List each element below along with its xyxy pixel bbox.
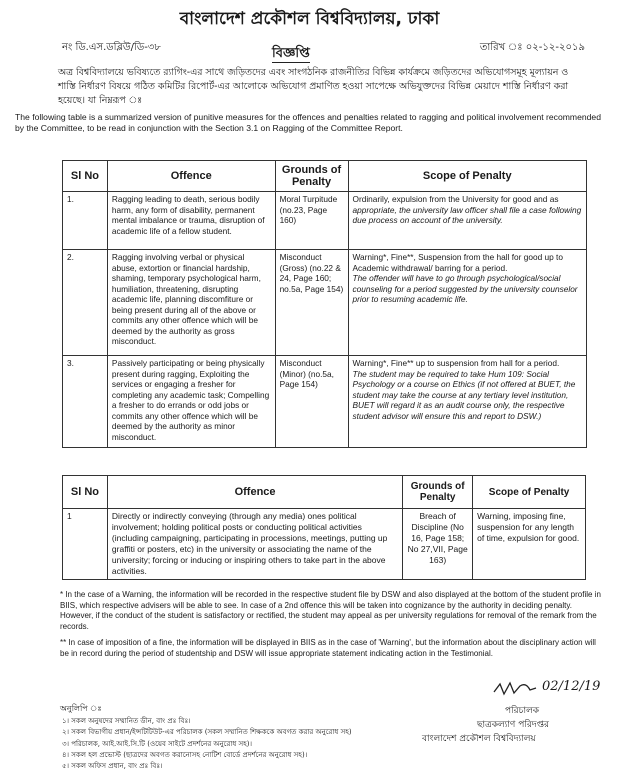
list-item: ২। সকল বিভাগীয় প্রধান/ইন্সটিটিউট-এর পরিচালক (সকল সম্মানিত শিক্ষককে অবগত করার অনুরোধ সহ) xyxy=(62,728,352,737)
reference-number: নং ডি.এস.ডব্লিউ/ডি-৩৮ xyxy=(62,42,161,53)
row-serial: 1 xyxy=(63,509,108,580)
university-name: বাংলাদেশ প্রকৌশল বিশ্ববিদ্যালয়, ঢাকা xyxy=(179,9,440,29)
ragging-penalty-table xyxy=(62,160,587,448)
row-serial: 2. xyxy=(63,250,108,356)
penalty-text: Warning*, Fine**, Suspension from the hall for good up to Academic withdrawal/ barring for a period. xyxy=(352,252,563,273)
column-header: Sl No xyxy=(63,161,108,192)
bengali-intro: অত্র বিশ্ববিদ্যালয়ে ভবিষ্যতে র‍্যাগিং-এর সাথে জড়িতদের এবং সাংগঠনিক রাজনীতির বিভিন্ন কার্যক্রমে জড়িতদের অভিযোগসমূহ মূল্যায়ন ও শাস্তি নির্ধারণ বিষয়ে গঠিত কমিটির রিপোর্ট-এর আলোকে অভিযোগ প্রমাণিত হওয়া সাপেক্ষে অভিযুক্তদের বিভিন্ন মেয়াদে শাস্তি নির্ধারণ করা হয়েছে। যা নিম্নরূপ ঃ xyxy=(58,67,569,106)
row-grounds: Breach of Discipline (No 16, Page 158; No 27,VII, Page 163) xyxy=(403,509,473,580)
row-offence: Directly or indirectly conveying (through any media) ones political involvement; holding political posts or conducting political activities (including campaigning, participating in processions, meetings, putting up graffiti or posters, etc) in the university or associating the name of the university; forcing or inducing or inspiring others to take part in the above activities. xyxy=(107,509,402,580)
list-item: ৫। সকল অফিস প্রধান, বাং প্রঃ বিঃ। xyxy=(62,762,163,771)
table-row xyxy=(63,192,587,250)
penalty-text: Warning*, Fine** up to suspension from hall for a period. xyxy=(352,358,560,368)
column-header: Sl No xyxy=(63,476,108,509)
list-item: ৪। সকল হল প্রভোস্ট (ছাত্রদের অবগত করানোসহ নোটিশ বোর্ডে প্রদর্শনের অনুরোধ সহ)। xyxy=(62,750,308,759)
footnote-fine: ** In case of imposition of a fine, the information will be displayed in BIIS as in the case of 'Warning', but the information about the disciplinary action will be in record during the period of studentship and DSW will issue appropriate statement indicating action in the Testimonial. xyxy=(60,638,596,658)
penalty-italic-text: appropriate, the university law officer shall file a case following due process on account of the university. xyxy=(352,204,582,225)
political-involvement-table xyxy=(62,475,586,580)
penalty-italic-text: The student may be required to take Hum 109: Social Psychology or a course on Ethics (if not offered at BUET, the student may take the course at any tertiary level institution, BUET will regard it as an audit course only, the respective student advisor will ensure this and report to DSW.) xyxy=(352,368,576,421)
row-offence: Ragging involving verbal or physical abuse, extortion or financial hardship, shaming, temporary psychological harm, humiliation, threatening, disrupting academic life, planning discomfiture or being present during all of the above or commits any other offence which will be deemed by the authority as gross misconduct. xyxy=(107,250,275,356)
row-penalty xyxy=(348,192,587,250)
row-penalty xyxy=(348,356,587,448)
column-header: Scope of Penalty xyxy=(473,476,586,509)
row-penalty xyxy=(348,250,587,356)
cc-list xyxy=(62,716,352,772)
notice-title: বিজ্ঞপ্তি xyxy=(272,46,310,61)
row-grounds: Moral Turpitude (no.23, Page 160) xyxy=(275,192,348,250)
signature-date: 02/12/19 xyxy=(542,679,601,694)
table-header-row xyxy=(63,476,586,509)
row-grounds: Misconduct (Minor) (no.5a, Page 154) xyxy=(275,356,348,448)
table-header-row xyxy=(63,161,587,192)
row-serial: 1. xyxy=(63,192,108,250)
penalty-italic-text: The offender will have to go through psychological/social counseling for a period suggested by the university counselor prior to resuming academic life. xyxy=(352,273,578,304)
column-header: Offence xyxy=(107,476,402,509)
column-header: Grounds of Penalty xyxy=(275,161,348,192)
row-serial: 3. xyxy=(63,356,108,448)
row-offence: Passively participating or being physically present during ragging, Exploiting the services or engaging a fresher for completing any academic task; Compelling a fresher to do errands or odd jobs or commits any other offence which will be deemed by the authority as minor misconduct. xyxy=(107,356,275,448)
column-header: Scope of Penalty xyxy=(348,161,587,192)
row-grounds: Misconduct (Gross) (no.22 & 24, Page 160; no.5a, Page 154) xyxy=(275,250,348,356)
signatory-office: ছাত্রকল্যাণ পরিদপ্তর xyxy=(477,720,549,730)
table-row xyxy=(63,250,587,356)
signatory-university: বাংলাদেশ প্রকৌশল বিশ্ববিদ্যালয় xyxy=(422,734,536,744)
cc-heading: অনুলিপি ঃ xyxy=(60,704,102,713)
table-row xyxy=(63,356,587,448)
column-header: Offence xyxy=(107,161,275,192)
row-offence: Ragging leading to death, serious bodily harm, any form of disability, permanent mental imbalance or trauma, disruption of academic life of a fellow student. xyxy=(107,192,275,250)
column-header: Grounds of Penalty xyxy=(403,476,473,509)
row-penalty: Warning, imposing fine, suspension for any length of time, expulsion for good. xyxy=(473,509,586,580)
list-item: ৩। পরিচালক, আই.আই.সি.টি (ওয়েব সাইটে প্রদর্শনের অনুরোধ সহ)। xyxy=(62,739,253,748)
english-intro: The following table is a summarized version of punitive measures for the offences and penalties related to ragging and political involvement recommended by the Committee, to be read in conjunction with the Section 3.1 on Ragging of the Committee Report. xyxy=(15,112,601,133)
notice-date: তারিখ ঃ ০২-১২-২০১৯ xyxy=(479,42,585,53)
footnote-warning: * In the case of a Warning, the information will be recorded in the respective student file by DSW and also displayed at the bottom of the student profile in BIIS, which respective advisers will be able to see. In case of a 2nd offence this will be taken into cognizance by the authority in deciding penalty. However, if the conduct of the student is satisfactory or rectified, the student may appeal as per university regulations for removal of the remark from the records. xyxy=(60,590,601,631)
signatory-role: পরিচালক xyxy=(505,706,540,716)
table-row xyxy=(63,509,586,580)
penalty-text: Ordinarily, expulsion from the University for good and as xyxy=(352,194,559,204)
list-item: ১। সকল অনুষদের সম্মানিত ডীন, বাং প্রঃ বিঃ। xyxy=(62,717,191,725)
